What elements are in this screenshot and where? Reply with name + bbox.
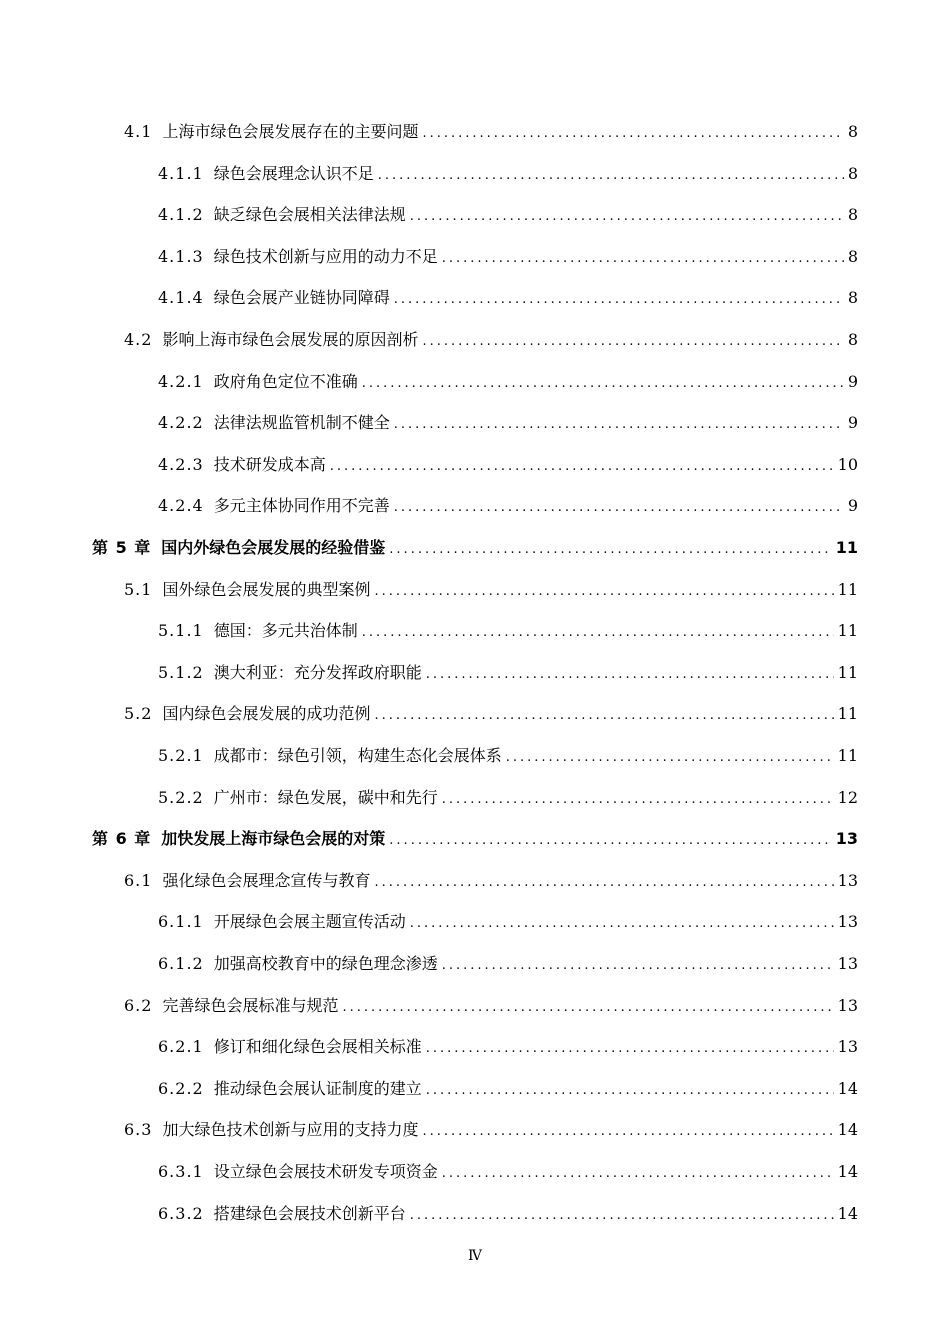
toc-entry-title: 绿色技术创新与应用的动力不足 xyxy=(213,247,438,266)
toc-entry[interactable] xyxy=(158,1160,858,1184)
toc-entry-number: 6.3 xyxy=(124,1120,153,1139)
toc-entry[interactable] xyxy=(158,1202,858,1226)
toc-entry[interactable] xyxy=(158,203,858,227)
toc-entry-page: 9 xyxy=(847,496,858,515)
toc-entry[interactable] xyxy=(158,453,858,477)
toc-dot-leader xyxy=(389,538,831,562)
toc-entry-page: 8 xyxy=(847,122,858,141)
toc-entry[interactable] xyxy=(124,1118,858,1142)
toc-entry-title: 德国：多元共治体制 xyxy=(213,621,358,640)
toc-entry-page: 10 xyxy=(837,455,858,474)
toc-entry-page: 13 xyxy=(837,1037,858,1056)
toc-entry-number: 5.1.1 xyxy=(158,621,204,640)
toc-entry-number: 4.2.4 xyxy=(158,496,204,515)
toc-entry-title: 强化绿色会展理念宣传与教育 xyxy=(162,871,371,890)
toc-entry-number: 4.1.1 xyxy=(158,164,204,183)
toc-entry-number: 5.2 xyxy=(124,704,153,723)
toc-entry-page: 12 xyxy=(837,788,858,807)
toc-entry[interactable] xyxy=(158,619,858,643)
toc-entry-title: 国内绿色会展发展的成功范例 xyxy=(162,704,371,723)
toc-entry-number: 4.2.3 xyxy=(158,455,204,474)
toc-dot-leader xyxy=(330,455,834,479)
toc-dot-leader xyxy=(362,372,844,396)
toc-entry-number: 6.1 xyxy=(124,871,153,890)
toc-entry[interactable] xyxy=(92,536,858,560)
toc-entry-title: 多元主体协同作用不完善 xyxy=(213,496,390,515)
toc-entry-title: 澳大利亚：充分发挥政府职能 xyxy=(213,663,422,682)
toc-entry[interactable] xyxy=(158,1077,858,1101)
toc-entry-page: 8 xyxy=(847,205,858,224)
toc-dot-leader xyxy=(342,996,833,1020)
toc-entry-title: 推动绿色会展认证制度的建立 xyxy=(213,1079,422,1098)
toc-entry[interactable] xyxy=(92,827,858,851)
toc-entry[interactable] xyxy=(124,994,858,1018)
toc-entry-number: 5.1 xyxy=(124,580,153,599)
toc-entry-number: 第 5 章 xyxy=(92,538,152,557)
toc-entry-number: 6.1.1 xyxy=(158,912,204,931)
toc-dot-leader xyxy=(389,829,831,853)
toc-entry-number: 6.3.2 xyxy=(158,1204,204,1223)
toc-dot-leader xyxy=(442,788,834,812)
toc-entry-number: 6.2.1 xyxy=(158,1037,204,1056)
toc-entry-page: 14 xyxy=(837,1204,858,1223)
toc-entry-page: 11 xyxy=(837,663,858,682)
toc-entry-number: 4.1.3 xyxy=(158,247,204,266)
toc-entry-page: 11 xyxy=(837,746,858,765)
toc-dot-leader xyxy=(374,871,833,895)
toc-entry-number: 6.3.1 xyxy=(158,1162,204,1181)
toc-entry-page: 11 xyxy=(837,580,858,599)
toc-entry[interactable] xyxy=(124,328,858,352)
toc-entry-title: 开展绿色会展主题宣传活动 xyxy=(213,912,406,931)
toc-dot-leader xyxy=(362,621,834,645)
toc-dot-leader xyxy=(422,330,843,354)
toc-dot-leader xyxy=(394,288,844,312)
toc-dot-leader xyxy=(378,164,844,188)
toc-entry-page: 11 xyxy=(837,621,858,640)
toc-entry-title: 搭建绿色会展技术创新平台 xyxy=(213,1204,406,1223)
toc-entry-number: 4.1 xyxy=(124,122,153,141)
page-number-footer: Ⅳ xyxy=(468,1248,482,1264)
toc-entry[interactable] xyxy=(124,702,858,726)
toc-entry-title: 修订和细化绿色会展相关标准 xyxy=(213,1037,422,1056)
toc-entry[interactable] xyxy=(158,162,858,186)
toc-entry-title: 绿色会展理念认识不足 xyxy=(213,164,374,183)
toc-entry-title: 法律法规监管机制不健全 xyxy=(213,413,390,432)
toc-entry[interactable] xyxy=(124,869,858,893)
toc-entry-title: 上海市绿色会展发展存在的主要问题 xyxy=(162,122,419,141)
toc-dot-leader xyxy=(506,746,834,770)
toc-entry[interactable] xyxy=(158,661,858,685)
toc-entry-title: 政府角色定位不准确 xyxy=(213,372,358,391)
toc-entry[interactable] xyxy=(158,411,858,435)
toc-entry-title: 成都市：绿色引领，构建生态化会展体系 xyxy=(213,746,502,765)
toc-entry-page: 8 xyxy=(847,247,858,266)
toc-entry-page: 14 xyxy=(837,1162,858,1181)
toc-dot-leader xyxy=(426,663,834,687)
toc-entry-title: 完善绿色会展标准与规范 xyxy=(162,996,339,1015)
toc-entry[interactable] xyxy=(158,494,858,518)
toc-entry[interactable] xyxy=(158,245,858,269)
toc-entry-title: 国内外绿色会展发展的经验借鉴 xyxy=(161,538,386,557)
toc-entry[interactable] xyxy=(158,910,858,934)
toc-entry-number: 5.1.2 xyxy=(158,663,204,682)
toc-entry-page: 8 xyxy=(847,288,858,307)
toc-entry-page: 13 xyxy=(837,871,858,890)
toc-entry-page: 13 xyxy=(837,996,858,1015)
toc-dot-leader xyxy=(426,1037,834,1061)
toc-entry-number: 6.2 xyxy=(124,996,153,1015)
toc-entry[interactable] xyxy=(158,786,858,810)
toc-entry[interactable] xyxy=(158,286,858,310)
toc-entry[interactable] xyxy=(158,744,858,768)
toc-entry-page: 13 xyxy=(835,829,858,848)
toc-entry-page: 11 xyxy=(835,538,858,557)
toc-entry-title: 加大绿色技术创新与应用的支持力度 xyxy=(162,1120,419,1139)
toc-entry[interactable] xyxy=(158,370,858,394)
toc-entry[interactable] xyxy=(158,1035,858,1059)
toc-entry[interactable] xyxy=(124,120,858,144)
toc-entry-number: 4.1.4 xyxy=(158,288,204,307)
toc-entry-title: 绿色会展产业链协同障碍 xyxy=(213,288,390,307)
toc-entry-number: 4.2.1 xyxy=(158,372,204,391)
toc-dot-leader xyxy=(422,122,843,146)
toc-entry-title: 设立绿色会展技术研发专项资金 xyxy=(213,1162,438,1181)
toc-entry-number: 6.2.2 xyxy=(158,1079,204,1098)
toc-entry[interactable] xyxy=(124,578,858,602)
toc-dot-leader xyxy=(374,580,833,604)
toc-entry-title: 缺乏绿色会展相关法律法规 xyxy=(213,205,406,224)
toc-entry[interactable] xyxy=(158,952,858,976)
toc-entry-title: 加快发展上海市绿色会展的对策 xyxy=(161,829,386,848)
toc-entry-number: 第 6 章 xyxy=(92,829,152,848)
toc-dot-leader xyxy=(410,205,844,229)
toc-entry-title: 广州市：绿色发展，碳中和先行 xyxy=(213,788,438,807)
toc-entry-number: 4.2.2 xyxy=(158,413,204,432)
toc-entry-number: 4.2 xyxy=(124,330,153,349)
toc-entry-title: 技术研发成本高 xyxy=(213,455,326,474)
toc-entry-page: 11 xyxy=(837,704,858,723)
toc-entry-page: 13 xyxy=(837,954,858,973)
toc-entry-page: 8 xyxy=(847,330,858,349)
toc-entry-page: 13 xyxy=(837,912,858,931)
toc-entry-title: 国外绿色会展发展的典型案例 xyxy=(162,580,371,599)
toc-entry-title: 影响上海市绿色会展发展的原因剖析 xyxy=(162,330,419,349)
toc-dot-leader xyxy=(410,1204,834,1228)
toc-dot-leader xyxy=(442,954,834,978)
toc-dot-leader xyxy=(426,1079,834,1103)
toc-dot-leader xyxy=(442,1162,834,1186)
toc-entry-page: 14 xyxy=(837,1079,858,1098)
toc-entry-page: 9 xyxy=(847,372,858,391)
toc-dot-leader xyxy=(422,1120,833,1144)
toc-entry-number: 4.1.2 xyxy=(158,205,204,224)
toc-dot-leader xyxy=(374,704,833,728)
toc-entry-number: 5.2.1 xyxy=(158,746,204,765)
toc-entry-number: 5.2.2 xyxy=(158,788,204,807)
toc-entry-title: 加强高校教育中的绿色理念渗透 xyxy=(213,954,438,973)
toc-dot-leader xyxy=(442,247,844,271)
toc-entry-number: 6.1.2 xyxy=(158,954,204,973)
toc-entry-page: 8 xyxy=(847,164,858,183)
toc-dot-leader xyxy=(394,496,844,520)
toc-entry-page: 9 xyxy=(847,413,858,432)
toc-entry-page: 14 xyxy=(837,1120,858,1139)
toc-dot-leader xyxy=(394,413,844,437)
toc-dot-leader xyxy=(410,912,834,936)
